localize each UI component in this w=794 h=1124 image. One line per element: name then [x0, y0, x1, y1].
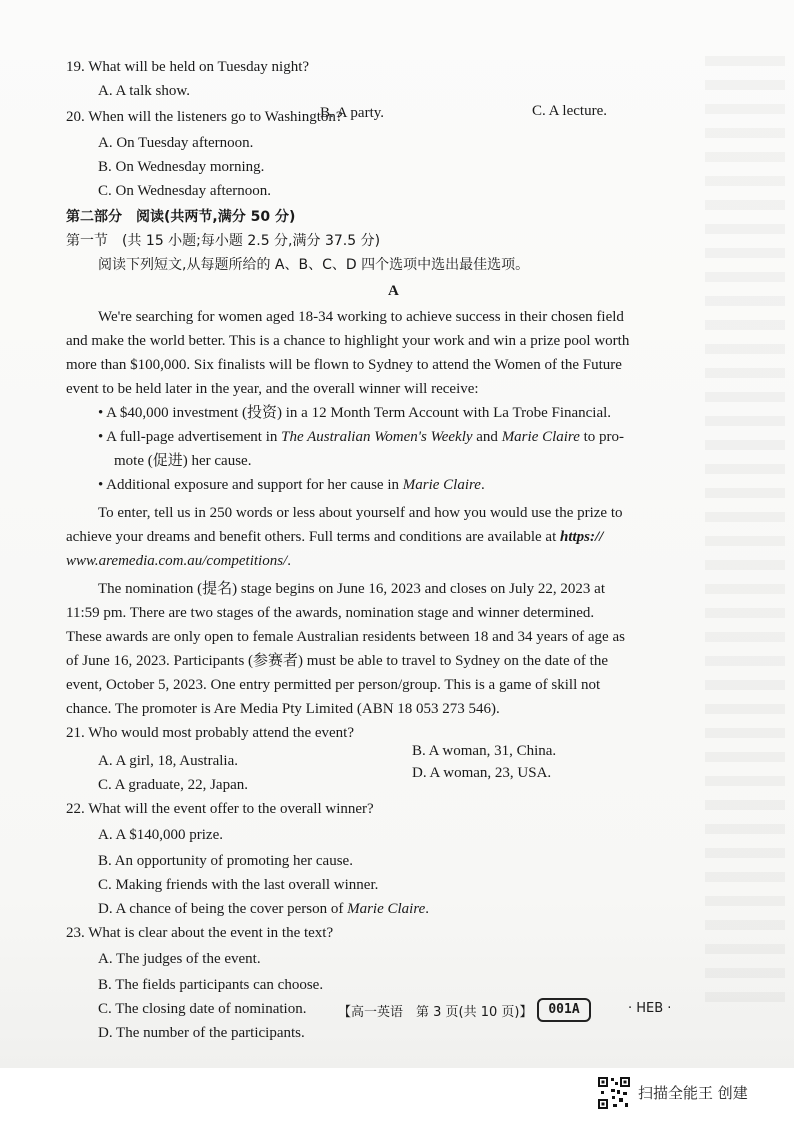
- passage-p1-line1: We're searching for women aged 18-34 working to achieve success in their chosen field: [98, 309, 624, 325]
- bullet-exposure-end: .: [480, 477, 485, 493]
- passage-p3-line2: 11:59 pm. There are two stages of the awards, nomination stage and winner determined.: [66, 605, 595, 621]
- bullet-investment: • A $40,000 investment (投资) in a 12 Month Term Account with La Trobe Financial.: [98, 405, 612, 421]
- q19-option-c: C. A lecture.: [532, 103, 607, 119]
- magazine-title: Marie Claire: [501, 429, 580, 445]
- magazine-title: The Australian Women's Weekly: [281, 429, 473, 445]
- q21-option-d: D. A woman, 23, USA.: [412, 765, 552, 781]
- question-20: 20. When will the listeners go to Washington?: [66, 109, 343, 125]
- passage-p1-line3: more than $100,000. Six finalists will be flown to Sydney to attend the Women of the Future: [66, 357, 622, 373]
- bullet-advertisement-line2: mote (促进) her cause.: [114, 453, 252, 469]
- competition-url-part1: https://: [560, 529, 604, 545]
- section-subtitle: 第一节 (共 15 小题;每小题 2.5 分,满分 37.5 分): [66, 233, 381, 249]
- q22-option-d-end: .: [425, 901, 430, 917]
- scanner-watermark-label: 扫描全能王 创建: [638, 1084, 748, 1102]
- q21-option-b: B. A woman, 31, China.: [412, 743, 557, 759]
- q22-option-d-text: D. A chance of being the cover person of: [98, 901, 348, 917]
- bleed-through-shadow: [705, 56, 785, 1016]
- magazine-title: Marie Claire: [347, 901, 426, 917]
- passage-p3-line1: The nomination (提名) stage begins on June 16, 2023 and closes on July 22, 2023 at: [98, 581, 606, 597]
- q22-option-d: [66, 898, 429, 921]
- passage-p2-line2: [66, 526, 603, 549]
- question-23: 23. What is clear about the event in the text?: [66, 925, 334, 941]
- passage-p3-line6: chance. The promoter is Are Media Pty Limited (ABN 18 053 273 546).: [66, 701, 500, 717]
- bullet-advertisement-text: • A full-page advertisement in: [98, 429, 282, 445]
- q20-option-a: A. On Tuesday afternoon.: [98, 135, 254, 151]
- passage-label: A: [388, 283, 399, 299]
- part-title: 第二部分 阅读(共两节,满分 50 分): [66, 209, 296, 225]
- q22-option-c: C. Making friends with the last overall winner.: [98, 877, 379, 893]
- q20-option-c: C. On Wednesday afternoon.: [98, 183, 272, 199]
- q23-option-a: A. The judges of the event.: [98, 951, 261, 967]
- q22-option-a: A. A $140,000 prize.: [98, 827, 223, 843]
- q23-option-d: D. The number of the participants.: [98, 1025, 305, 1041]
- paper-code-badge: 001A: [537, 998, 591, 1022]
- q23-option-b: B. The fields participants can choose.: [98, 977, 324, 993]
- page-footer-info: 【高一英语 第 3 页(共 10 页)】: [338, 1005, 533, 1020]
- q20-option-b: B. On Wednesday morning.: [98, 159, 265, 175]
- q19-option-a: A. A talk show.: [98, 83, 190, 99]
- passage-p3-line4: of June 16, 2023. Participants (参赛者) must be able to travel to Sydney on the date of the: [66, 653, 608, 669]
- footer-suffix: · HEB ·: [628, 1001, 672, 1016]
- question-21: 21. Who would most probably attend the event?: [66, 725, 354, 741]
- competition-url-part2: www.aremedia.com.au/competitions/: [66, 553, 288, 569]
- passage-p3-line3: These awards are only open to female Australian residents between 18 and 34 years of age as: [66, 629, 625, 645]
- bullet-exposure-text: • Additional exposure and support for her cause in: [98, 477, 403, 493]
- passage-p2-line3-end: .: [287, 553, 291, 569]
- q23-option-c: C. The closing date of nomination.: [98, 1001, 307, 1017]
- q19-option-b: B. A party.: [320, 105, 385, 121]
- question-19: 19. What will be held on Tuesday night?: [66, 59, 310, 75]
- magazine-title: Marie Claire: [402, 477, 481, 493]
- passage-p2-line2-text: achieve your dreams and benefit others. Full terms and conditions are available at: [66, 529, 560, 545]
- passage-p3-line5: event, October 5, 2023. One entry permitted per person/group. This is a game of skill not: [66, 677, 601, 693]
- passage-p2-line1: To enter, tell us in 250 words or less about yourself and how you would use the prize to: [98, 505, 623, 521]
- section-instruction: 阅读下列短文,从每题所给的 A、B、C、D 四个选项中选出最佳选项。: [98, 257, 530, 273]
- q21-option-c: C. A graduate, 22, Japan.: [98, 777, 248, 793]
- bullet-advertisement-tail: to pro-: [579, 429, 625, 445]
- question-22: 22. What will the event offer to the overall winner?: [66, 801, 374, 817]
- passage-p2-line3: [66, 550, 291, 573]
- passage-p1-line2: and make the world better. This is a chance to highlight your work and win a prize pool worth: [66, 333, 630, 349]
- bullet-advertisement-and: and: [472, 429, 502, 445]
- q22-option-b: B. An opportunity of promoting her cause.: [98, 853, 353, 869]
- q21-option-a: A. A girl, 18, Australia.: [98, 753, 238, 769]
- qr-code-icon: [597, 1076, 631, 1110]
- passage-p1-line4: event to be held later in the year, and the overall winner will receive:: [66, 381, 479, 397]
- bullet-advertisement: [66, 426, 624, 449]
- bullet-exposure: [66, 474, 485, 497]
